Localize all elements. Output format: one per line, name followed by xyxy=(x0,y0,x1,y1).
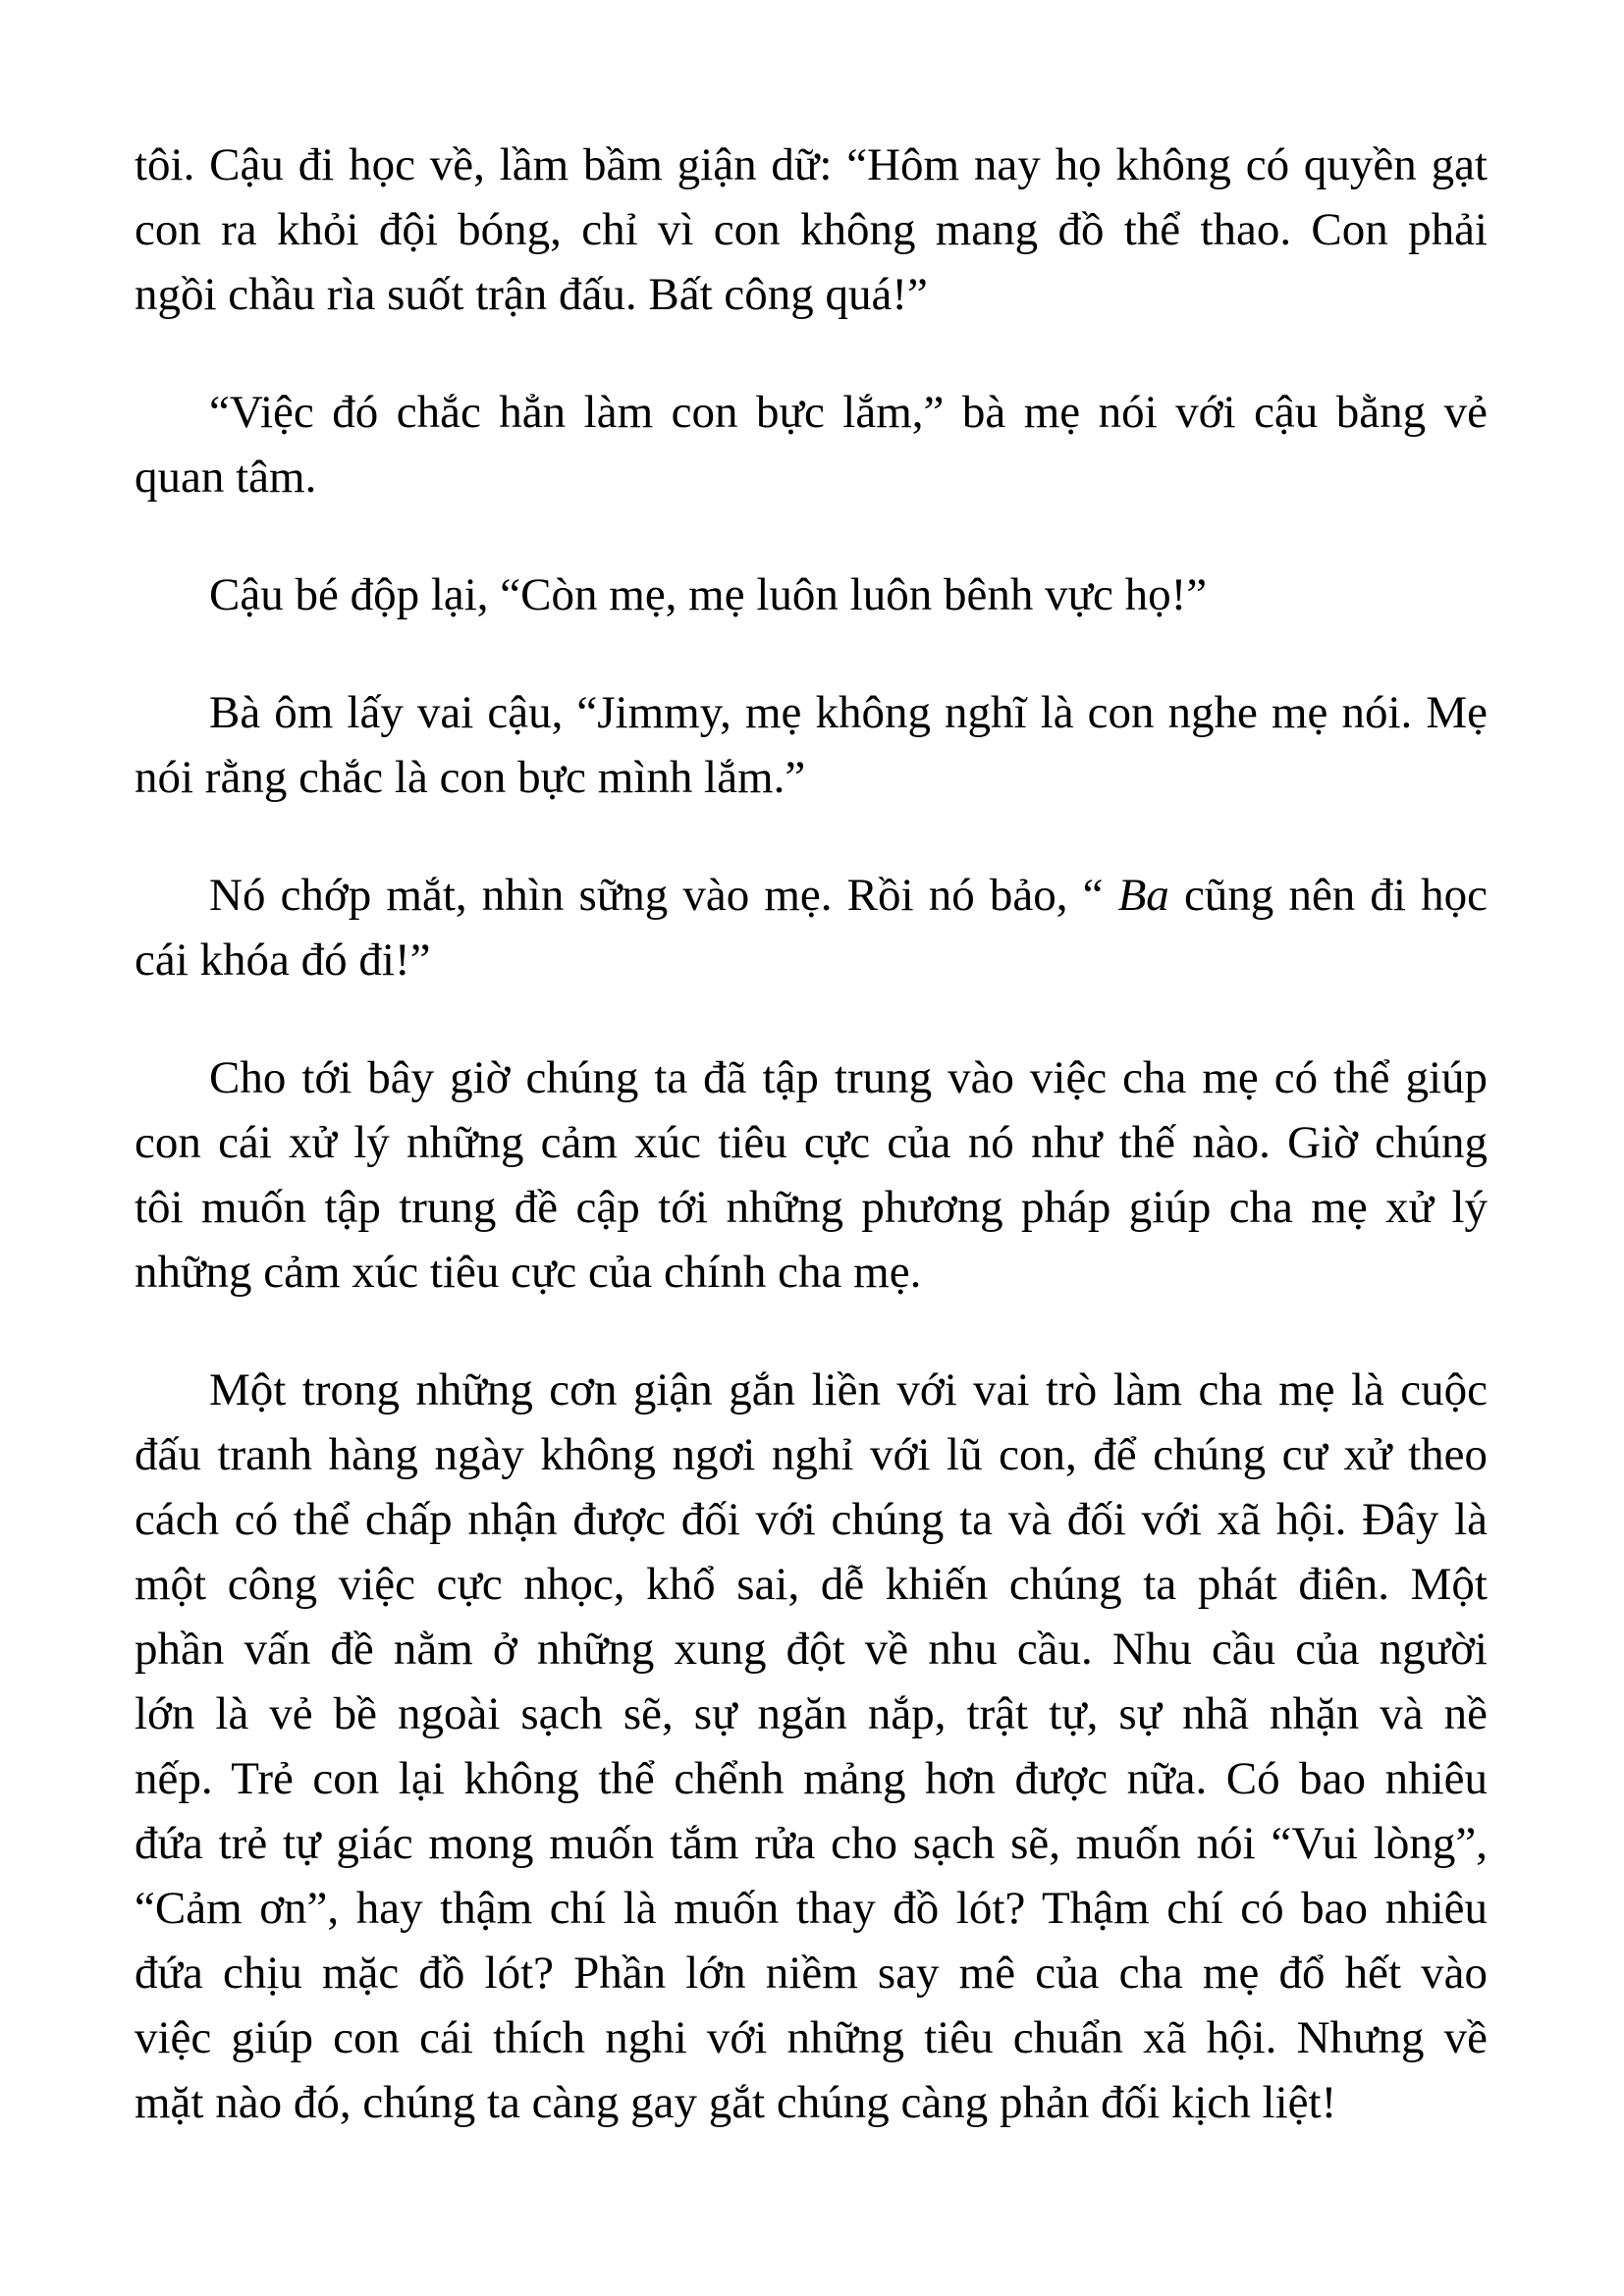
paragraph xyxy=(135,133,1488,327)
text-line xyxy=(135,1941,1488,2005)
text-run: tôi muốn tập trung đề cập tới những phương pháp giúp cha mẹ xử lý xyxy=(135,1182,1488,1233)
paragraph xyxy=(135,562,1488,627)
paragraph xyxy=(135,380,1488,509)
text-run: “Cảm ơn”, hay thậm chí là muốn thay đồ lót? Thậm chí có bao nhiêu xyxy=(135,1883,1488,1934)
italic-text-run: Ba xyxy=(1117,870,1169,921)
text-run: con cái xử lý những cảm xúc tiêu cực của nó như thế nào. Giờ chúng xyxy=(135,1117,1488,1168)
text-run: đứa chịu mặc đồ lót? Phần lớn niềm say mê của cha mẹ đổ hết vào xyxy=(135,1948,1488,1999)
text-line xyxy=(135,1422,1488,1487)
text-line xyxy=(135,1682,1488,1746)
text-line xyxy=(135,380,1488,445)
text-line xyxy=(135,1811,1488,1876)
page-text-block xyxy=(135,133,1488,2135)
text-run: Cậu bé độp lại, “Còn mẹ, mẹ luôn luôn bênh vực họ!” xyxy=(209,569,1208,620)
paragraph xyxy=(135,1045,1488,1305)
text-line xyxy=(135,1358,1488,1422)
text-line xyxy=(135,197,1488,262)
text-run: Nó chớp mắt, nhìn sững vào mẹ. Rồi nó bảo, “ xyxy=(209,870,1118,921)
text-line xyxy=(135,262,1488,327)
paragraph xyxy=(135,863,1488,992)
text-run: “Việc đó chắc hẳn làm con bực lắm,” bà mẹ nói với cậu bằng vẻ xyxy=(209,387,1488,438)
text-line xyxy=(135,2070,1488,2135)
text-line xyxy=(135,1746,1488,1811)
text-run: một công việc cực nhọc, khổ sai, dễ khiến chúng ta phát điên. Một xyxy=(135,1559,1488,1610)
text-line xyxy=(135,1175,1488,1240)
text-run: lớn là vẻ bề ngoài sạch sẽ, sự ngăn nắp, trật tự, sự nhã nhặn và nề xyxy=(135,1688,1488,1739)
text-line xyxy=(135,863,1488,928)
text-line xyxy=(135,445,1488,509)
text-run: ngồi chầu rìa suốt trận đấu. Bất công quá!” xyxy=(135,269,928,320)
text-line xyxy=(135,928,1488,992)
text-line xyxy=(135,562,1488,627)
text-run: Một trong những cơn giận gắn liền với vai trò làm cha mẹ là cuộc xyxy=(209,1364,1488,1415)
text-run: quan tâm. xyxy=(135,452,317,503)
text-run: những cảm xúc tiêu cực của chính cha mẹ. xyxy=(135,1247,922,1298)
text-run: tôi. Cậu đi học về, lầm bầm giận dữ: “Hôm nay họ không có quyền gạt xyxy=(135,139,1488,190)
text-run: phần vấn đề nằm ở những xung đột về nhu cầu. Nhu cầu của người xyxy=(135,1624,1488,1675)
text-run: Cho tới bây giờ chúng ta đã tập trung vào việc cha mẹ có thể giúp xyxy=(209,1052,1488,1103)
text-run: nói rằng chắc là con bực mình lắm.” xyxy=(135,752,806,803)
text-line xyxy=(135,1552,1488,1617)
paragraph xyxy=(135,680,1488,810)
text-line xyxy=(135,1240,1488,1305)
text-line xyxy=(135,1487,1488,1552)
text-run: con ra khỏi đội bóng, chỉ vì con không mang đồ thể thao. Con phải xyxy=(135,204,1488,255)
text-run: mặt nào đó, chúng ta càng gay gắt chúng càng phản đối kịch liệt! xyxy=(135,2077,1337,2128)
text-line xyxy=(135,133,1488,197)
text-line xyxy=(135,1876,1488,1941)
text-run: nếp. Trẻ con lại không thể chểnh mảng hơn được nữa. Có bao nhiêu xyxy=(135,1753,1488,1804)
text-line xyxy=(135,1617,1488,1682)
text-line xyxy=(135,745,1488,810)
text-run: việc giúp con cái thích nghi với những tiêu chuẩn xã hội. Nhưng về xyxy=(135,2012,1488,2063)
text-run: Bà ôm lấy vai cậu, “Jimmy, mẹ không nghĩ là con nghe mẹ nói. Mẹ xyxy=(209,687,1488,738)
text-line xyxy=(135,1110,1488,1175)
text-run: cách có thể chấp nhận được đối với chúng ta và đối với xã hội. Đây là xyxy=(135,1494,1488,1545)
text-run: cái khóa đó đi!” xyxy=(135,934,431,986)
text-run: đứa trẻ tự giác mong muốn tắm rửa cho sạch sẽ, muốn nói “Vui lòng”, xyxy=(135,1818,1488,1869)
text-run: cũng nên đi học xyxy=(1168,870,1488,921)
text-run: đấu tranh hàng ngày không ngơi nghỉ với lũ con, để chúng cư xử theo xyxy=(135,1429,1488,1480)
text-line xyxy=(135,1045,1488,1110)
text-line xyxy=(135,2005,1488,2070)
text-line xyxy=(135,680,1488,745)
paragraph xyxy=(135,1358,1488,2135)
